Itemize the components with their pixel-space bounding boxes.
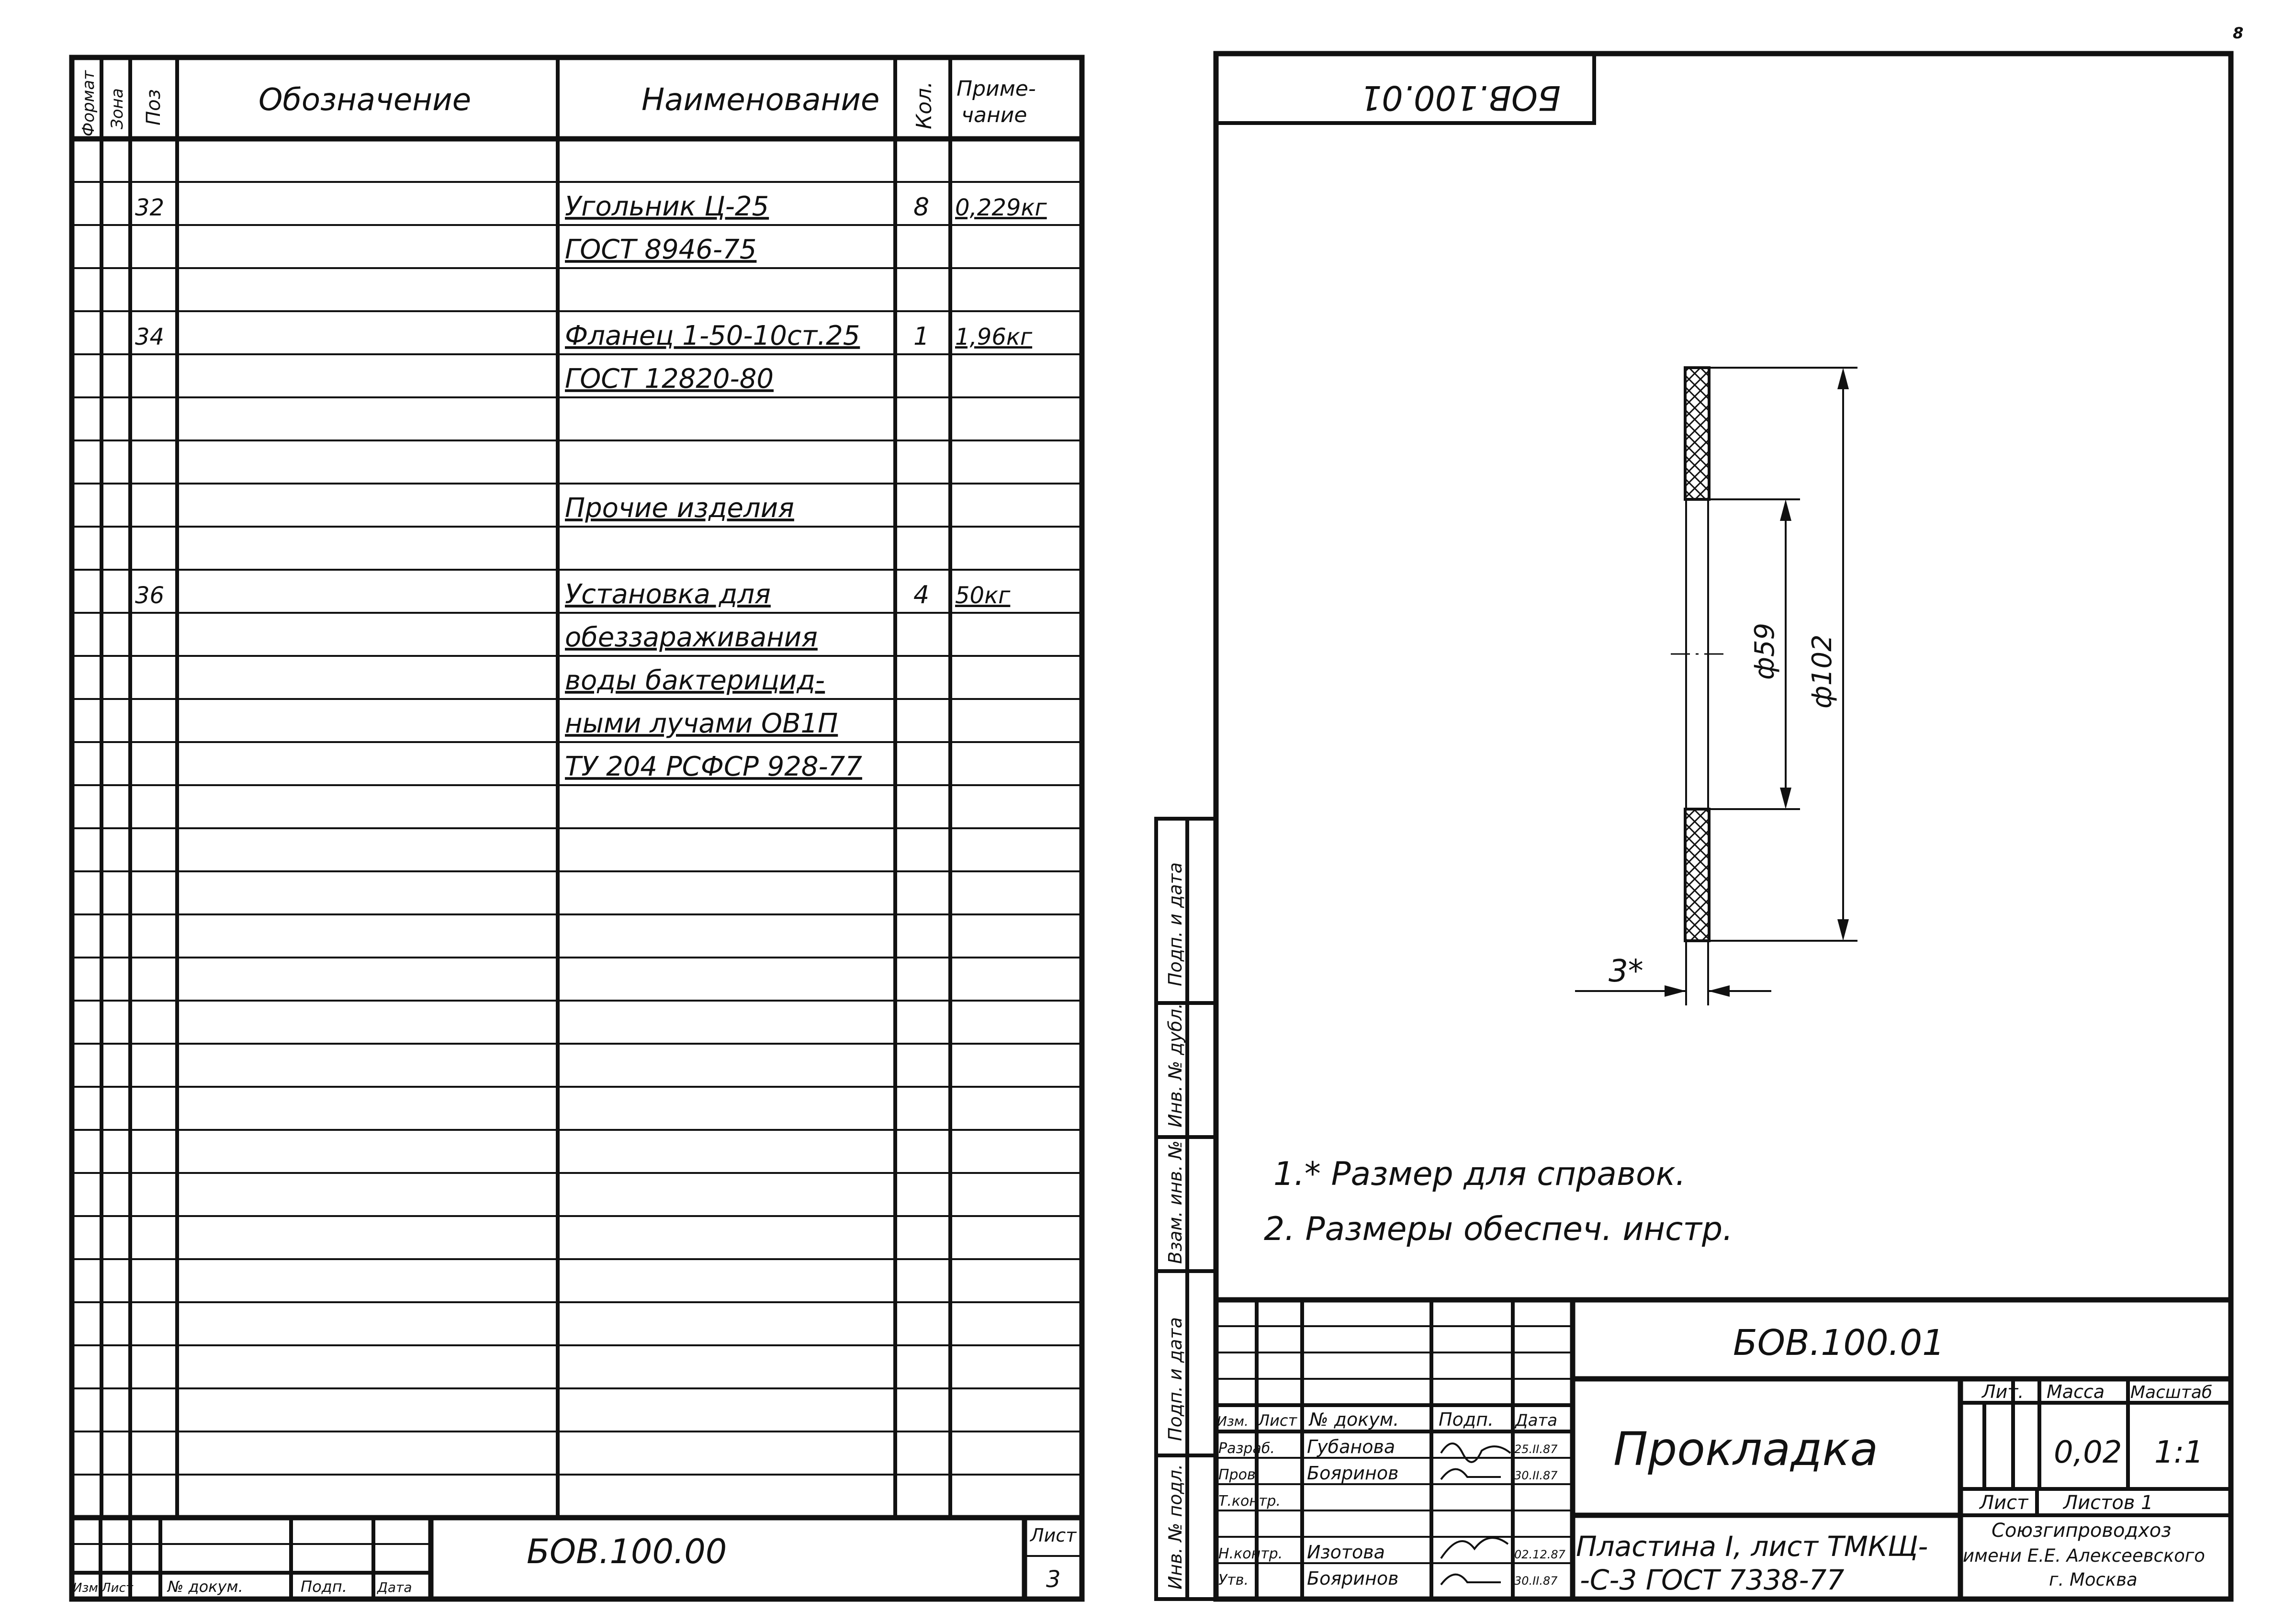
tb-role-person: Изотова xyxy=(1307,1542,1385,1563)
spec-row-name: ГОСТ 8946-75 xyxy=(565,234,757,266)
tb-header-izm: Изм. xyxy=(1217,1413,1249,1429)
dim-thickness: 3* xyxy=(1609,954,1643,989)
spec-row-name: Фланец 1-50-10ст.25 xyxy=(565,320,860,352)
tb-role-date: 30.II.87 xyxy=(1514,1574,1558,1588)
spec-row-name: воды бактерицид- xyxy=(565,665,825,697)
tb-lit-label: Лит. xyxy=(1982,1381,2024,1402)
page-mark: 8 xyxy=(2233,24,2244,42)
tb-mass-label: Масса xyxy=(2047,1381,2105,1402)
gasket-lower-section xyxy=(1685,809,1709,941)
header-name: Наименование xyxy=(642,82,880,118)
spec-row-name: ными лучами ОВ1П xyxy=(565,708,838,740)
tb-scale: 1:1 xyxy=(2154,1435,2204,1470)
spec-row-name: Установка для xyxy=(565,579,771,610)
spec-stamp-date: Дата xyxy=(377,1579,412,1595)
header-format: Формат xyxy=(79,70,98,136)
side-label-orig-inv: Инв. № подл. xyxy=(1165,1464,1186,1589)
tb-role-date: 02.12.87 xyxy=(1514,1548,1565,1561)
spec-stamp-sign: Подп. xyxy=(301,1578,347,1596)
tb-org-line3: г. Москва xyxy=(2049,1569,2138,1590)
tb-role-label: Т.контр. xyxy=(1218,1493,1281,1510)
tb-part-name: Прокладка xyxy=(1613,1422,1879,1476)
spec-stamp-docno: № докум. xyxy=(168,1578,243,1596)
spec-row-note: 1,96кг xyxy=(955,324,1033,351)
header-note-line2: чание xyxy=(961,103,1027,127)
spec-row-pos: 34 xyxy=(135,324,165,351)
note-2: 2. Размеры обеспеч. инстр. xyxy=(1264,1210,1733,1248)
spec-row xyxy=(565,751,862,782)
tb-material-line2: -С-3 ГОСТ 7338-77 xyxy=(1580,1564,1845,1596)
spec-stamp-sheet-label: Лист xyxy=(1030,1525,1077,1546)
spec-rows xyxy=(135,191,1047,782)
spec-row xyxy=(565,493,794,524)
title-block xyxy=(1216,1300,2231,1599)
side-stamp xyxy=(1156,819,1216,1599)
spec-row-name: Прочие изделия xyxy=(565,493,794,524)
spec-row-note: 0,229кг xyxy=(955,194,1047,222)
tb-header-date: Дата xyxy=(1515,1411,1558,1430)
spec-row-qty: 4 xyxy=(913,581,930,610)
signature-approver xyxy=(1441,1575,1501,1585)
signature-normcontrol xyxy=(1441,1538,1508,1558)
tb-role-label: Пров. xyxy=(1218,1466,1261,1483)
spec-row xyxy=(135,191,1047,222)
spec-row-name: ТУ 204 РСФСР 928-77 xyxy=(565,751,862,783)
signature-checker xyxy=(1441,1469,1501,1479)
spec-row-pos: 36 xyxy=(135,582,165,609)
header-designation: Обозначение xyxy=(259,82,472,118)
tb-designation: БОВ.100.01 xyxy=(1733,1322,1945,1364)
header-note-line1: Приме- xyxy=(957,77,1036,101)
spec-stamp-izm: Изм. xyxy=(73,1581,102,1595)
tb-role-label: Утв. xyxy=(1218,1572,1249,1589)
spec-row-name: обеззараживания xyxy=(565,622,818,654)
signature-developer xyxy=(1441,1443,1510,1462)
tb-header-docno: № докум. xyxy=(1309,1409,1399,1430)
specification-sheet xyxy=(72,57,1082,1599)
spec-stamp-list: Лист xyxy=(101,1581,133,1595)
tb-role-person: Бояринов xyxy=(1307,1463,1399,1484)
tb-org-line1: Союзгипроводхоз xyxy=(1992,1520,2172,1542)
spec-row-qty: 1 xyxy=(913,322,930,351)
tb-role-date: 30.II.87 xyxy=(1514,1469,1558,1482)
header-qty: Кол. xyxy=(912,81,936,129)
tb-header-list: Лист xyxy=(1258,1411,1297,1430)
tb-scale-label: Масштаб xyxy=(2130,1383,2213,1402)
side-label-sign-date-1: Подп. и дата xyxy=(1165,862,1186,986)
tb-role-date: 25.II.87 xyxy=(1514,1443,1558,1456)
spec-row xyxy=(135,579,1011,610)
spec-row-name: ГОСТ 12820-80 xyxy=(565,363,774,395)
header-zone: Зона xyxy=(108,88,127,129)
tb-mass: 0,02 xyxy=(2054,1435,2122,1470)
side-label-sign-date-2: Подп. и дата xyxy=(1165,1317,1186,1441)
header-pos: Поз xyxy=(143,89,165,125)
spec-stamp-designation: БОВ.100.00 xyxy=(527,1532,727,1571)
drawing-frame xyxy=(1216,54,2231,1599)
spec-row-name: Угольник Ц-25 xyxy=(565,191,769,223)
spec-row xyxy=(565,363,774,394)
dim-outer-diameter: ф102 xyxy=(1807,634,1838,709)
tb-role-label: Разраб. xyxy=(1218,1440,1275,1457)
rotated-designation: БОВ.100.01 xyxy=(1360,78,1561,117)
spec-row xyxy=(565,665,825,696)
tb-sheet-label: Лист xyxy=(1980,1492,2028,1514)
gasket-section-view xyxy=(1575,368,1857,1005)
note-1: 1.* Размер для справок. xyxy=(1273,1155,1686,1193)
tb-org-line2: имени Е.Е. Алексеевского xyxy=(1963,1545,2205,1566)
spec-row xyxy=(565,622,818,653)
spec-stamp-sheet-no: 3 xyxy=(1046,1566,1061,1593)
spec-row xyxy=(135,320,1033,351)
part-drawing-sheet xyxy=(1156,24,2243,1599)
dim-inner-diameter: ф59 xyxy=(1749,622,1780,680)
tb-role-label: Н.контр. xyxy=(1218,1545,1283,1562)
spec-stamp xyxy=(72,1518,1082,1599)
tb-role-person: Бояринов xyxy=(1307,1568,1399,1589)
tb-header-sign: Подп. xyxy=(1439,1409,1494,1430)
spec-row xyxy=(565,234,756,265)
side-label-replace-inv: Взам. инв. № xyxy=(1165,1140,1186,1264)
gasket-upper-section xyxy=(1685,368,1709,499)
spec-row xyxy=(565,708,838,739)
side-label-dup-inv: Инв. № дубл. xyxy=(1165,1003,1186,1127)
tb-role-person: Губанова xyxy=(1307,1436,1396,1457)
spec-row-pos: 32 xyxy=(135,194,165,222)
spec-row-note: 50кг xyxy=(955,582,1011,609)
spec-row-qty: 8 xyxy=(913,193,930,222)
tb-sheets-label: Листов 1 xyxy=(2063,1492,2153,1514)
tb-material-line1: Пластина I, лист ТМКЩ- xyxy=(1576,1530,1928,1563)
